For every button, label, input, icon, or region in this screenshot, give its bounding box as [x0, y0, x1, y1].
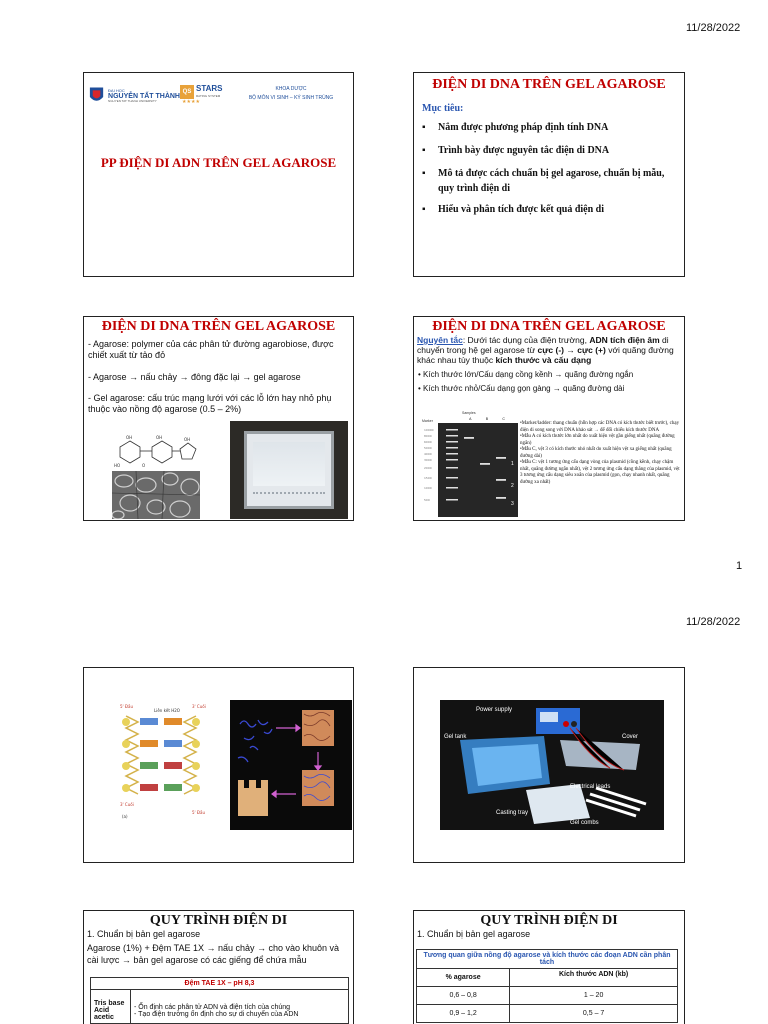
label-3end-top-right: 3' Cuối	[192, 704, 206, 709]
objectives-list	[414, 120, 684, 217]
objective-item: ▪ Nắm được phương pháp định tính DNA	[418, 120, 678, 135]
slide-equipment	[413, 667, 685, 863]
gel-lane-label: C	[502, 417, 505, 421]
principle-bullet-2: • Kích thước nhỏ/Cấu dạng gọn gàng → quãng đường dài	[418, 383, 625, 393]
slide-dna-figure	[83, 667, 354, 863]
gel-note: •Mẫu C: vệt 1 tương ứng cấu dạng vòng của plasmid (cồng kềnh, chạy chậm nhất, quãng đường ngắn nhất), vệt 2 tương ứng cấu dạng thẳng của plasmid, vệt 3 tương ứng cấu dạng siêu xoắn của plasmid (gọn, chạy nhanh nhất, quãng đường xa nhất)	[520, 460, 680, 485]
dna-size-cell: 0,5 – 7	[510, 1005, 678, 1023]
gel-lane-label: A	[469, 417, 472, 421]
slide2-title: ĐIỆN DI DNA TRÊN GEL AGAROSE	[432, 77, 666, 92]
slide8-title: QUY TRÌNH ĐIỆN DI	[480, 913, 618, 928]
gel-lane-label: B	[485, 417, 489, 421]
svg-text:8000: 8000	[424, 434, 432, 438]
university-crest-icon	[88, 85, 105, 107]
tae-components: Tris base Acid acetic	[91, 990, 131, 1024]
stars-sub: RATING SYSTEM	[196, 94, 221, 98]
svg-text:OH: OH	[156, 435, 163, 440]
logo-line2: NGUYỄN TẤT THÀNH	[108, 93, 180, 100]
slide7-step: 1. Chuẩn bị bản gel agarose	[87, 929, 201, 939]
gel-note: •Mẫu A có kích thước lớn nhất do xuất hiện vệt gần giếng nhất (quãng đường ngắn)	[520, 434, 675, 446]
svg-text:OH: OH	[126, 435, 133, 440]
slide7-desc: Agarose (1%) + Đệm TAE 1X → nấu chảy → cho vào khuôn và cài lược → bản gel agarose có các giếng để chứa mẫu	[87, 943, 340, 965]
gel-marker-label: Marker	[422, 419, 433, 423]
slide-objectives	[413, 72, 685, 277]
logo-line1: ĐẠI HỌC	[108, 88, 125, 93]
slide3-para2: - Agarose → nấu chảy → đông đặc lại → gel agarose	[88, 371, 301, 382]
agarose-cell: 0,9 – 1,2	[417, 1005, 510, 1023]
svg-text:1500: 1500	[424, 476, 432, 480]
gel-photo	[230, 421, 348, 519]
slide-procedure-1	[83, 910, 354, 1024]
svg-text:3000: 3000	[424, 458, 432, 462]
objective-item: ▪ Mô tả được cách chuẩn bị gel agarose, chuẩn bị mẫu, quy trình điện di	[418, 166, 678, 196]
agarose-structure-image	[112, 431, 200, 471]
svg-text:OH: OH	[184, 437, 191, 442]
label-a: (a)	[122, 814, 128, 819]
principle-paragraph	[414, 335, 684, 366]
slide-title	[83, 72, 354, 277]
slide-procedure-2	[413, 910, 685, 1024]
principle-bullet-1-text: Kích thước lớn/Cấu dạng cồng kềnh → quãng đường ngắn	[423, 369, 634, 379]
label-gel-tank: Gel tank	[444, 734, 467, 740]
tae-roles: - Ổn định các phân tử ADN và điện tích của chúng - Tạo điện trường ổn định cho sự di chuyển của ADN	[131, 990, 349, 1024]
gel-header: Samples	[462, 411, 476, 415]
label-power-supply: Power supply	[476, 707, 513, 713]
gel-band-label: 1	[511, 461, 514, 467]
label-casting-tray: Casting tray	[496, 810, 529, 816]
principle-text-3: với quãng đường khác nhau tùy thuộc	[417, 345, 674, 366]
objective-item: ▪ Hiểu và phân tích được kết quả điện di	[418, 202, 678, 217]
gel-image	[422, 423, 518, 519]
svg-text:4000: 4000	[424, 452, 432, 456]
svg-text:1000: 1000	[424, 486, 432, 490]
label-5end-top-left: 5' Đầu	[120, 704, 134, 709]
slide7-title: QUY TRÌNH ĐIỆN DI	[149, 913, 288, 928]
slide3-title: ĐIỆN DI DNA TRÊN GEL AGAROSE	[101, 319, 336, 334]
principle-bold-2: cực (-) → cực (+)	[537, 345, 606, 356]
page1-date: 11/28/2022	[686, 22, 741, 34]
logo-line3: NGUYEN TAT THANH UNIVERSITY	[108, 99, 157, 103]
slide8-step: 1. Chuẩn bị bản gel agarose	[417, 929, 531, 939]
gel-electrophoresis-figure	[422, 411, 518, 517]
label-electrical-leads: Electrical leads	[570, 784, 611, 790]
slide1-title: PP ĐIỆN DI ADN TRÊN GEL AGAROSE	[100, 155, 337, 170]
page2-date: 11/28/2022	[686, 616, 741, 628]
svg-text:5000: 5000	[424, 446, 432, 450]
label-gel-combs: Gel combs	[570, 820, 599, 826]
principle-bold-3: kích thước và cấu dạng	[495, 355, 592, 366]
gel-band-label: 2	[511, 483, 514, 489]
gel-note: •Mẫu C, vệt 3 có kích thước nhỏ nhất do xuất hiện vệt xa giếng nhất (quãng đường dài)	[520, 447, 672, 459]
slide3-para1: - Agarose: polymer của các phân tử đường agarobiose, được chiết xuất từ tảo đỏ	[88, 339, 334, 361]
dna-size-col-header: Kích thước ADN (kb)	[510, 969, 678, 987]
principle-text-1: : Dưới tác dụng của điện trường,	[462, 335, 590, 345]
svg-text:HO: HO	[114, 463, 121, 468]
qs-badge: QS	[180, 85, 194, 99]
page-number: 1	[736, 560, 743, 572]
svg-text:500: 500	[424, 498, 430, 502]
slide4-title: ĐIỆN DI DNA TRÊN GEL AGAROSE	[432, 319, 666, 334]
principle-text-2: di chuyển trong hệ gel agarose từ	[417, 335, 669, 356]
faculty-name: KHOA DƯỢC	[275, 86, 307, 92]
university-logo	[88, 83, 180, 109]
dna-size-cell: 1 – 20	[510, 987, 678, 1005]
department-name: BỘ MÔN VI SINH – KÝ SINH TRÙNG	[248, 94, 334, 101]
gel-band-label: 3	[511, 501, 514, 507]
equipment-photo	[440, 700, 664, 830]
principle-bullet-2-text: Kích thước nhỏ/Cấu dạng gọn gàng → quãng đường dài	[423, 383, 625, 393]
gel-note: •Marker/ladder: thang chuẩn (hỗn hợp các DNA có kích thước biết trước), chạy điện di song song với DNA khảo sát → để đối chiếu kích thước DNA	[520, 421, 680, 433]
svg-text:10000: 10000	[424, 428, 434, 432]
principle-label: Nguyên tắc	[417, 335, 463, 345]
agarose-concentration-table	[416, 949, 678, 1023]
dna-agarose-diagram	[84, 668, 354, 863]
stars-rating: ★★★★	[182, 99, 200, 105]
stars-logo	[180, 83, 230, 109]
svg-text:2000: 2000	[424, 466, 432, 470]
tae-table-header: Đệm TAE 1X – pH 8,3	[91, 978, 349, 990]
agarose-cell: 0,6 – 0,8	[417, 987, 510, 1005]
stars-label: STARS	[196, 84, 223, 93]
objective-item: ▪ Trình bày được nguyên tắc điện di DNA	[418, 143, 678, 158]
svg-text:O: O	[142, 463, 146, 468]
agarose-table-caption: Tương quan giữa nồng độ agarose và kích thước các đoạn ADN cần phân tách	[417, 950, 678, 969]
slide-principle	[413, 316, 685, 521]
agarose-sem-image	[112, 471, 200, 519]
label-bond: Liên kết H2O	[154, 708, 180, 713]
tae-buffer-table	[90, 977, 349, 1024]
label-3end-bottom-left: 3' Cuối	[120, 802, 134, 807]
label-5end-bottom-right: 5' Đầu	[192, 810, 206, 815]
label-cover: Cover	[622, 734, 639, 740]
principle-bullet-1: • Kích thước lớn/Cấu dạng cồng kềnh → quãng đường ngắn	[418, 369, 634, 379]
gel-notes	[520, 421, 682, 486]
agarose-col-header: % agarose	[417, 969, 510, 987]
principle-bold-1: ADN tích điện âm	[589, 335, 660, 345]
slide3-para3: - Gel agarose: cấu trúc mạng lưới với các lỗ lớn hay nhỏ phụ thuộc vào nồng độ agarose (0.5 – 2%)	[88, 392, 332, 414]
svg-text:6000: 6000	[424, 440, 432, 444]
slide2-subtitle: Mục tiêu:	[422, 103, 464, 114]
slide-agarose	[83, 316, 354, 521]
